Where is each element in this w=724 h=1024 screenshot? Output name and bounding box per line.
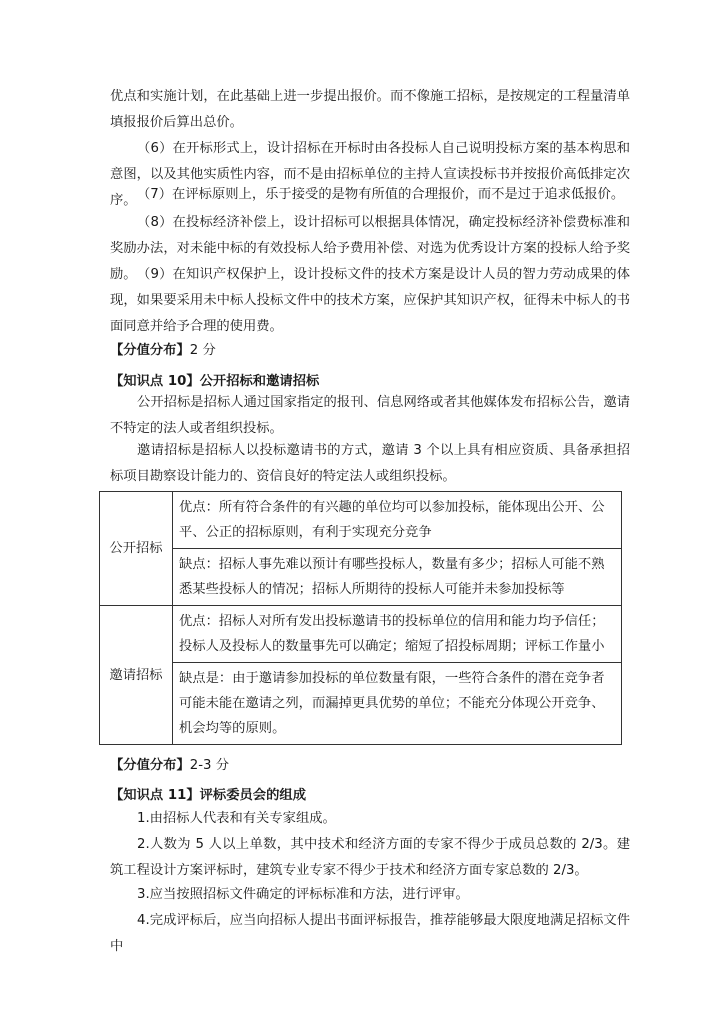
row-label-open: 公开招标 (100, 492, 173, 606)
kp-title: 公开招标和邀请招标 (199, 374, 320, 389)
score-value: 2 分 (189, 343, 216, 358)
kp-label: 【知识点 10】 (110, 374, 200, 389)
paragraph-item-7: （7）在评标原则上，乐于接受的是物有所值的合理报价，而不是过于追求低报价。 (137, 187, 625, 202)
list-item: 4.完成评标后，应当向招标人提出书面评标报告，推荐能够最大限度地满足招标文件中 (110, 913, 630, 954)
cell-open-con: 缺点：招标人事先难以预计有哪些投标人，数量有多少；招标人可能不熟悉某些投标人的情况；招标人所期待的投标人可能并未参加投标等 (173, 549, 622, 606)
table-row (100, 606, 622, 663)
paragraph-item-9: （9）在知识产权保护上，设计投标文件的技术方案是设计人员的智力劳动成果的体现，如果要采用未中标人投标文件中的技术方案，应保护其知识产权，征得未中标人的书面同意并给予合理的使用费。 (110, 267, 630, 334)
comparison-table (99, 491, 622, 745)
score-distribution-1 (110, 339, 216, 363)
cell-invite-pro: 优点：招标人对所有发出投标邀请书的投标单位的信用和能力均予信任；投标人及投标人的数量事先可以确定；缩短了招投标周期；评标工作量小 (173, 606, 622, 663)
list-item: 1.由招标人代表和有关专家组成。 (137, 811, 336, 826)
knowledge-point-11-heading (110, 784, 306, 808)
score-distribution-2 (110, 754, 229, 778)
table-row (100, 549, 622, 606)
paragraph-intro: 优点和实施计划，在此基础上进一步提出报价。而不像施工招标，是按规定的工程量清单填报报价后算出总价。 (110, 89, 630, 130)
cell-open-pro: 优点：所有符合条件的有兴趣的单位均可以参加投标，能体现出公开、公平、公正的招标原则，有利于实现充分竞争 (173, 492, 622, 549)
paragraph-item-8: （8）在投标经济补偿上，设计招标可以根据具体情况，确定投标经济补偿费标准和奖励办法，对未能中标的有效投标人给予费用补偿、对选为优秀设计方案的投标人给予奖励。 (110, 215, 630, 282)
score-label: 【分值分布】 (110, 343, 190, 358)
cell-invite-con: 缺点是：由于邀请参加投标的单位数量有限，一些符合条件的潜在竞争者可能未能在邀请之列，而漏掉更具优势的单位；不能充分体现公开竞争、机会均等的原则。 (173, 663, 622, 745)
score-value: 2-3 分 (189, 758, 230, 773)
row-label-invite: 邀请招标 (100, 606, 173, 745)
list-item: 2.人数为 5 人以上单数，其中技术和经济方面的专家不得少于成员总数的 2/3。建筑工程设计方案评标时，建筑专业专家不得少于技术和经济方面专家总数的 2/3。 (110, 837, 630, 878)
list-item: 3.应当按照招标文件确定的评标标准和方法，进行评审。 (137, 887, 469, 902)
paragraph-open-tender: 公开招标是招标人通过国家指定的报刊、信息网络或者其他媒体发布招标公告，邀请不特定的法人或者组织投标。 (110, 395, 630, 436)
paragraph-item-6: （6）在开标形式上，设计招标在开标时由各投标人自己说明投标方案的基本构思和意图，以及其他实质性内容，而不是由招标单位的主持人宣读投标书并按报价高低排定次序。 (110, 141, 630, 208)
kp-label: 【知识点 11】 (110, 788, 200, 803)
score-label: 【分值分布】 (110, 758, 190, 773)
table-row (100, 663, 622, 745)
table-row (100, 492, 622, 549)
kp-title: 评标委员会的组成 (199, 788, 306, 803)
paragraph-invited-tender: 邀请招标是招标人以投标邀请书的方式，邀请 3 个以上具有相应资质、具备承担招标项目勘察设计能力的、资信良好的特定法人或组织投标。 (110, 443, 630, 484)
